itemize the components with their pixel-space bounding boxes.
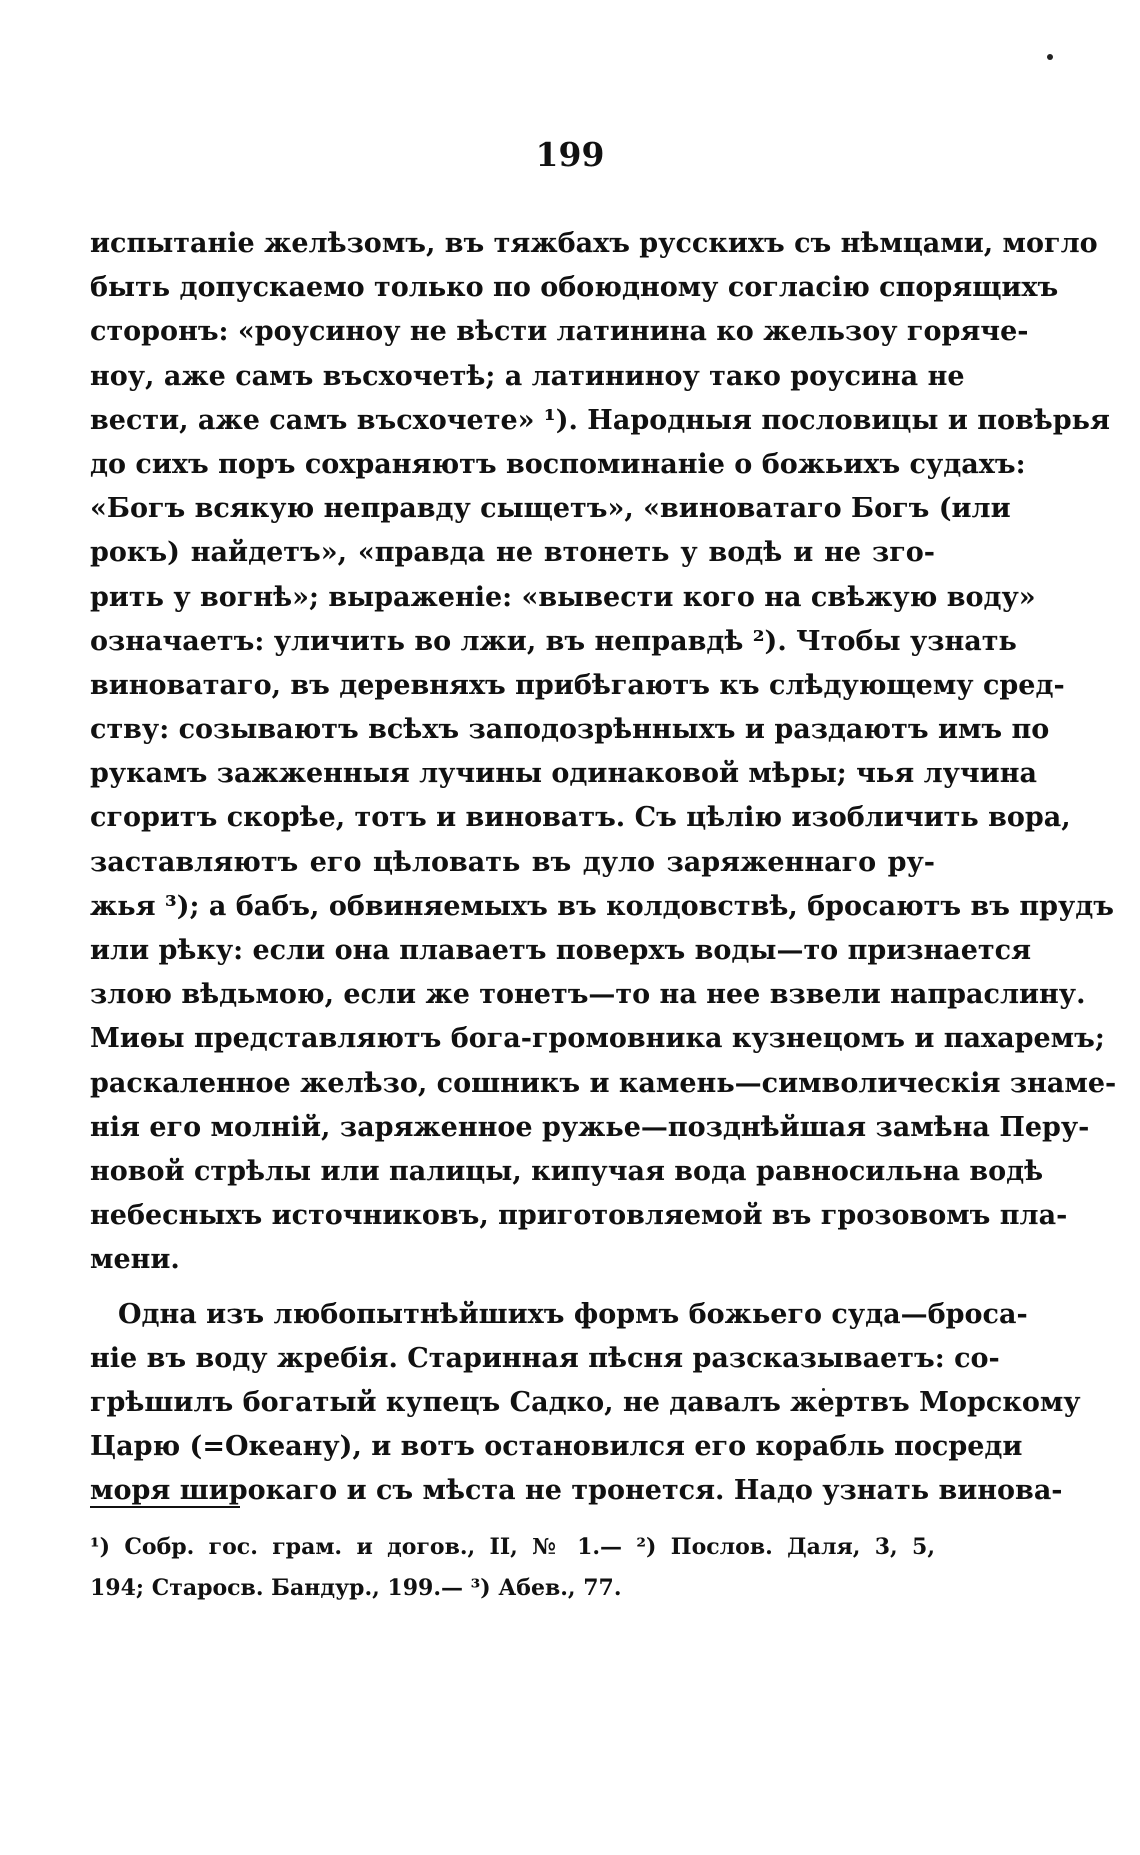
text-line: грѣшилъ богатый купецъ Садко, не давалъ жертвъ Морскому (90, 1386, 1081, 1418)
page-number: 199 (535, 135, 605, 174)
text-line: Миѳы представляютъ бога-громовника кузнецомъ и пахаремъ; (90, 1023, 1105, 1055)
text-line: до сихъ поръ сохраняютъ воспоминаніе о божьихъ судахъ: (90, 448, 1026, 480)
text-line: раскаленное желѣзо, сошникъ и камень—символическія знаме- (90, 1067, 1117, 1099)
footnote-rule (90, 1506, 240, 1508)
text-line: Одна изъ любопытнѣйшихъ формъ божьего суда—броса- (118, 1298, 1028, 1330)
text-line: рокъ) найдетъ», «правда не втонеть у водѣ и не зго- (90, 537, 935, 569)
text-line: испытаніе желѣзомъ, въ тяжбахъ русскихъ съ нѣмцами, могло (90, 228, 1098, 259)
text-line: мени. (90, 1244, 180, 1276)
text-line: или рѣку: если она плаваетъ поверхъ воды—то признается (90, 935, 1032, 966)
text-line: сторонъ: «роусиноу не вѣсти латинина ко жельзоу горяче- (90, 316, 1029, 348)
text-line: моря широкаго и съ мѣста не тронется. Надо узнать винова- (90, 1475, 1063, 1507)
text-line: ству: созываютъ всѣхъ заподозрѣнныхъ и раздаютъ имъ по (90, 714, 1050, 746)
footnote-line: ¹) Собр. гос. грам. и догов., II, № 1.— ²) Послов. Даля, 3, 5, (90, 1534, 935, 1560)
text-line: быть допускаемо только по обоюдному согласію спорящихъ (90, 272, 1059, 304)
text-line: злою вѣдьмою, если же тонетъ—то на нее взвели напраслину. (90, 979, 1086, 1011)
paragraph-1 (90, 222, 1117, 1283)
text-line: жья ³); а бабъ, обвиняемыхъ въ колдовствѣ, бросаютъ въ прудъ (90, 890, 1114, 922)
text-line: заставляютъ его цѣловать въ дуло заряженнаго ру- (90, 846, 935, 878)
text-line: «Богъ всякую неправду сыщетъ», «виноватаго Богъ (или (90, 493, 1011, 525)
text-line: означаетъ: уличить во лжи, въ неправдѣ ²). Чтобы узнать (90, 625, 1017, 657)
text-line: Царю (=Океану), и вотъ остановился его корабль посреди (90, 1431, 1023, 1463)
footnotes (90, 1527, 935, 1609)
page-speck (1047, 54, 1053, 60)
text-line: сгоритъ скорѣе, тотъ и виноватъ. Съ цѣлію изобличить вора, (90, 802, 1071, 834)
text-line: новой стрѣлы или палицы, кипучая вода равносильна водѣ (90, 1155, 1044, 1187)
footnote-line: 194; Старосв. Бандур., 199.— ³) Абев., 77. (90, 1575, 622, 1601)
text-line: вести, аже самъ въсхочете» ¹). Народныя пословицы и повѣрья (90, 404, 1110, 436)
text-line: ніе въ воду жребія. Старинная пѣсня разсказываетъ: со- (90, 1342, 1000, 1374)
body-text (90, 222, 1117, 1513)
text-line: рить у вогнѣ»; выраженіе: «вывести кого на свѣжую воду» (90, 581, 1036, 613)
text-line: ноу, аже самъ въсхочетѣ; а латининоу тако роусина не (90, 360, 965, 392)
text-line: виноватаго, въ деревняхъ прибѣгаютъ къ слѣдующему сред- (90, 669, 1065, 701)
text-line: рукамъ зажженныя лучины одинаковой мѣры; чья лучина (90, 758, 1037, 790)
paragraph-2 (90, 1293, 1081, 1514)
text-line: нія его молній, заряженное ружье—позднѣйшая замѣна Перу- (90, 1111, 1090, 1143)
text-line: небесныхъ источниковъ, приготовляемой въ грозовомъ пла- (90, 1200, 1068, 1232)
